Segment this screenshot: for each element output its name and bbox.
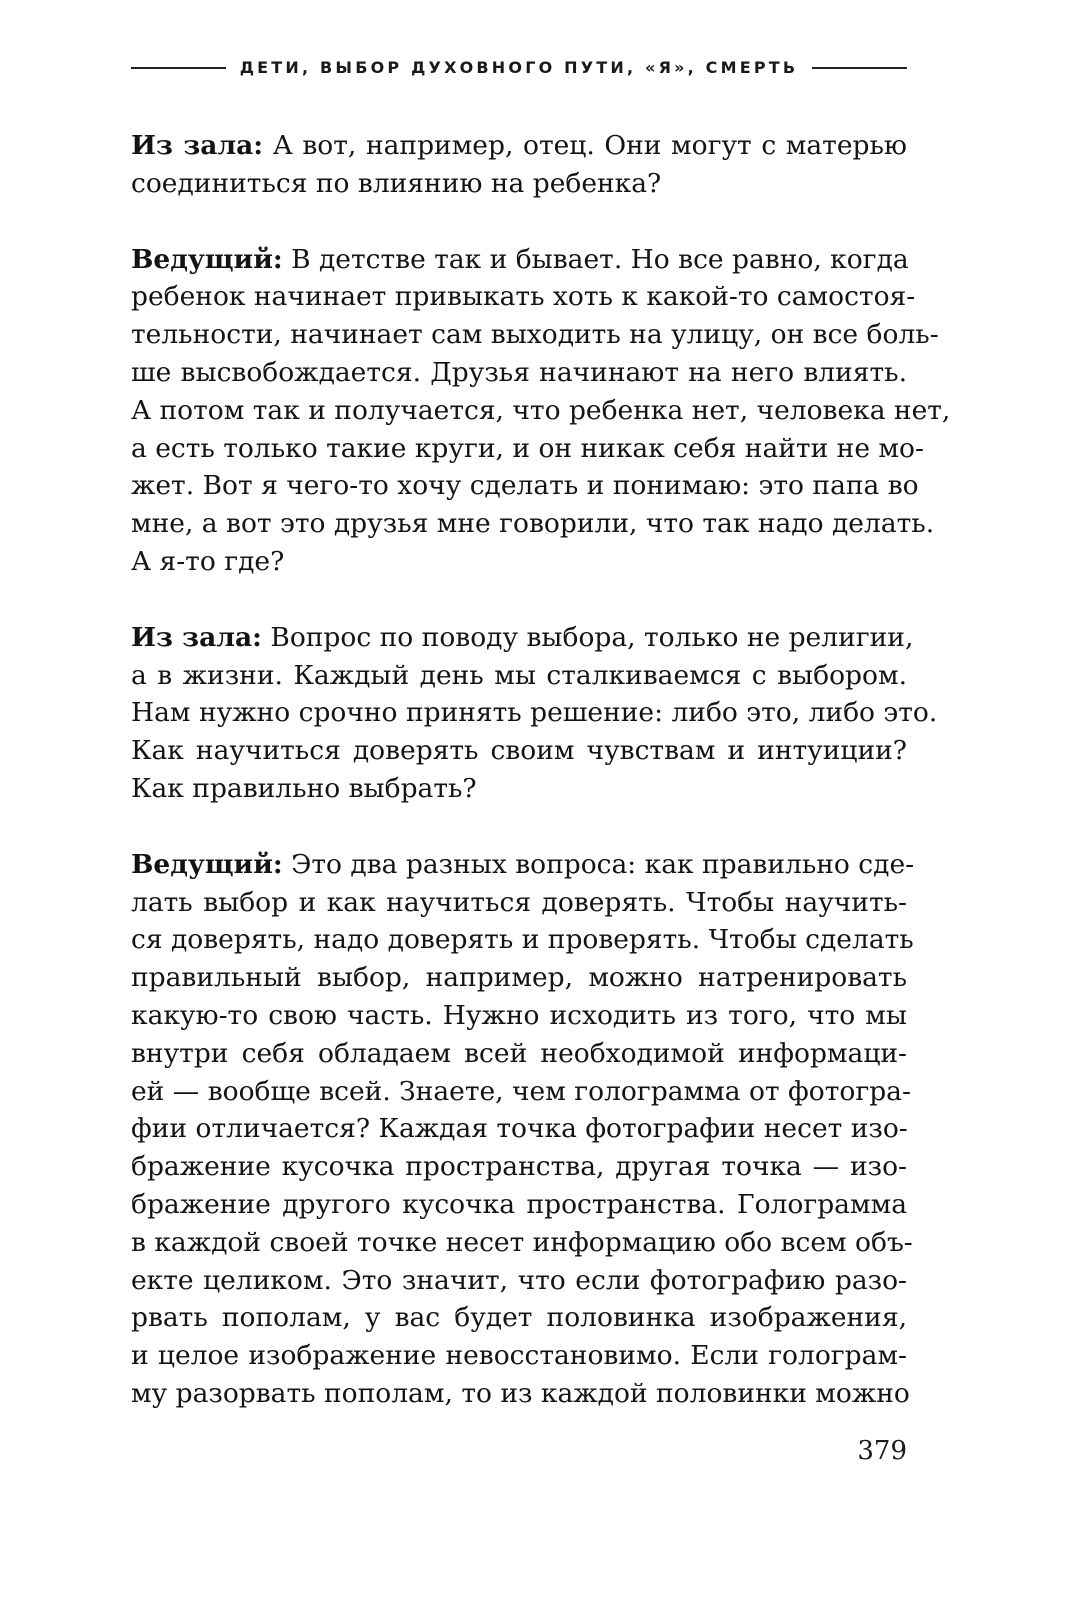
line-text: В детстве так и бывает. Но все равно, когда <box>291 243 909 275</box>
text-line <box>131 543 907 581</box>
text-line <box>131 1035 907 1073</box>
text-line <box>131 959 907 997</box>
line-text: А потом так и получается, что ребенка нет, человека нет, <box>131 394 951 426</box>
line-text: ше высвобождается. Друзья начинают на него влиять. <box>131 356 907 388</box>
speaker-label: Из зала: <box>131 621 262 653</box>
line-text: соединиться по влиянию на ребенка? <box>131 167 662 199</box>
line-text: ей — вообще всей. Знаете, чем голограмма от фотогра- <box>131 1075 911 1107</box>
line-text: Как научиться доверять своим чувствам и интуиции? <box>131 735 907 767</box>
paragraph <box>131 619 938 808</box>
body-text <box>131 127 951 1451</box>
text-line <box>131 884 907 922</box>
line-text: А я-то где? <box>131 545 285 577</box>
text-line <box>131 732 907 770</box>
line-text: жет. Вот я чего-то хочу сделать и понимаю: это папа во <box>131 470 919 502</box>
text-line <box>131 505 935 543</box>
line-text: ребенок начинает привыкать хоть к какой-то самостоя- <box>131 281 916 313</box>
line-text: правильный выбор, например, можно натренировать <box>131 962 907 994</box>
line-text: бражение кусочка пространства, другая точка — изо- <box>131 1151 907 1183</box>
text-line <box>131 997 907 1035</box>
text-line <box>131 1299 907 1337</box>
line-text: и целое изображение невосстановимо. Если голограм- <box>131 1340 907 1372</box>
text-line <box>131 354 907 392</box>
line-text: в каждой своей точке несет информацию обо всем объ- <box>131 1226 913 1258</box>
header-rule-left <box>131 67 226 69</box>
text-line <box>131 1148 907 1186</box>
header-rule-right <box>812 67 907 69</box>
text-line <box>131 846 915 884</box>
text-line <box>131 241 907 279</box>
text-line <box>131 770 907 808</box>
speaker-label: Ведущий: <box>131 243 283 275</box>
text-line <box>131 127 907 165</box>
line-text: фии отличается? Каждая точка фотографии несет изо- <box>131 1113 908 1145</box>
line-text: А вот, например, отец. Они могут с матерью <box>272 130 907 161</box>
text-line <box>131 1224 913 1262</box>
text-line <box>131 1262 907 1300</box>
text-line <box>131 694 938 732</box>
line-text: му разорвать пополам, то из каждой половинки можно <box>131 1377 910 1409</box>
paragraph <box>131 241 951 581</box>
speaker-label: Ведущий: <box>131 848 283 880</box>
text-line <box>131 1073 911 1111</box>
line-text: а в жизни. Каждый день мы сталкиваемся с выбором. <box>131 659 907 691</box>
running-head-title: ДЕТИ, ВЫБОР ДУХОВНОГО ПУТИ, «Я», СМЕРТЬ <box>239 58 799 77</box>
speaker-label: Из зала: <box>131 130 264 161</box>
line-text: бражение другого кусочка пространства. Голограмма <box>131 1188 907 1220</box>
text-line <box>131 278 916 316</box>
line-text: Это два разных вопроса: как правильно сде- <box>291 848 915 880</box>
text-line <box>131 657 907 695</box>
line-text: Вопрос по поводу выбора, только не религии, <box>270 621 914 653</box>
paragraph <box>131 127 907 203</box>
text-line <box>131 165 907 203</box>
text-line <box>131 921 914 959</box>
page-number: 379 <box>857 1436 907 1466</box>
line-text: какую-то свою часть. Нужно исходить из того, что мы <box>131 999 907 1031</box>
line-text: Нам нужно срочно принять решение: либо это, либо это. <box>131 697 938 729</box>
line-text: Как правильно выбрать? <box>131 772 477 804</box>
line-text: мне, а вот это друзья мне говорили, что так надо делать. <box>131 508 935 540</box>
line-text: ся доверять, надо доверять и проверять. Чтобы сделать <box>131 924 914 956</box>
text-line <box>131 619 914 657</box>
running-head <box>131 58 907 77</box>
text-line <box>131 392 951 430</box>
line-text: лать выбор и как научиться доверять. Чтобы научить- <box>131 886 907 918</box>
text-line <box>131 430 924 468</box>
line-text: внутри себя обладаем всей необходимой информаци- <box>131 1037 907 1069</box>
text-line <box>131 316 939 354</box>
text-line <box>131 1186 907 1224</box>
text-line <box>131 1110 907 1148</box>
line-text: тельности, начинает сам выходить на улицу, он все боль- <box>131 319 939 351</box>
line-text: екте целиком. Это значит, что если фотографию разо- <box>131 1264 907 1296</box>
text-line <box>131 1337 907 1375</box>
text-line <box>131 467 919 505</box>
paragraph <box>131 846 915 1413</box>
line-text: рвать пополам, у вас будет половинка изображения, <box>131 1302 907 1334</box>
text-line <box>131 1375 910 1413</box>
line-text: а есть только такие круги, и он никак себя найти не мо- <box>131 432 924 464</box>
